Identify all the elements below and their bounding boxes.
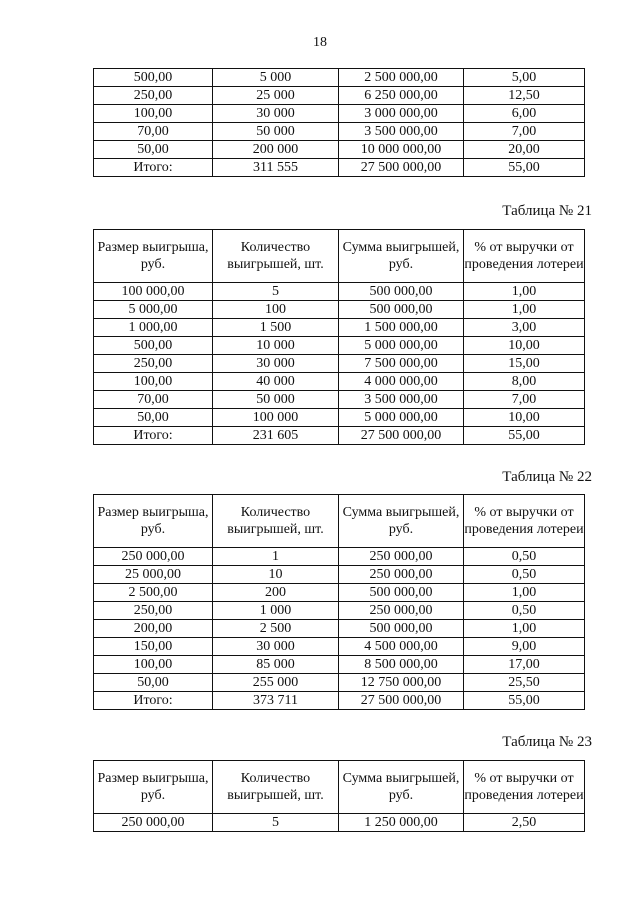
column-header: Размер выигрыша, руб.: [94, 495, 213, 548]
table-cell: 17,00: [464, 656, 585, 674]
table-cell: 5 000 000,00: [339, 337, 464, 355]
table-cell: 8 500 000,00: [339, 656, 464, 674]
column-header: % от выручки от проведения лотереи: [464, 495, 585, 548]
table-cell: 250,00: [94, 87, 213, 105]
table-cell: 5: [213, 283, 339, 301]
table-cell: 100: [213, 301, 339, 319]
table-22-caption: Таблица № 22: [502, 469, 592, 485]
table-cell: 7,00: [464, 123, 585, 141]
table-cell: 10,00: [464, 409, 585, 427]
table-cell: 1,00: [464, 620, 585, 638]
table-cell: Итого:: [94, 692, 213, 710]
table-cell: 1 000,00: [94, 319, 213, 337]
table-cell: 9,00: [464, 638, 585, 656]
table-row: [94, 301, 585, 319]
table-cell: 100 000: [213, 409, 339, 427]
table-cell: 250 000,00: [339, 548, 464, 566]
table-cell: 2,50: [464, 814, 585, 832]
table-cell: 30 000: [213, 638, 339, 656]
table-cell: 25 000: [213, 87, 339, 105]
table-cell: 30 000: [213, 355, 339, 373]
table-cell: 250 000,00: [94, 548, 213, 566]
table-body: [94, 814, 585, 832]
table-row: [94, 566, 585, 584]
table-row: [94, 391, 585, 409]
table-cell: 10 000 000,00: [339, 141, 464, 159]
table-header: [94, 761, 585, 814]
table-body: [94, 548, 585, 710]
table-cell: 200,00: [94, 620, 213, 638]
table-cell: 1,00: [464, 584, 585, 602]
table-cell: 1: [213, 548, 339, 566]
table-cell: 100 000,00: [94, 283, 213, 301]
table-row: [94, 373, 585, 391]
table-cell: 30 000: [213, 105, 339, 123]
table-row: [94, 141, 585, 159]
table-row: [94, 814, 585, 832]
table-row: [94, 105, 585, 123]
table-cell: 3 500 000,00: [339, 123, 464, 141]
table-cell: 27 500 000,00: [339, 692, 464, 710]
column-header: % от выручки от проведения лотереи: [464, 230, 585, 283]
table-cell: 50,00: [94, 674, 213, 692]
table-total-row: [94, 427, 585, 445]
column-header: Размер выигрыша, руб.: [94, 230, 213, 283]
table-21: [93, 229, 585, 445]
table-cell: 2 500,00: [94, 584, 213, 602]
table-cell: 25,50: [464, 674, 585, 692]
table-cell: 3 000 000,00: [339, 105, 464, 123]
table-cell: 25 000,00: [94, 566, 213, 584]
table-cell: 4 500 000,00: [339, 638, 464, 656]
table-row: [94, 283, 585, 301]
table-cell: 500,00: [94, 69, 213, 87]
table-cell: 231 605: [213, 427, 339, 445]
table-cell: 250 000,00: [339, 566, 464, 584]
table-cell: 500 000,00: [339, 283, 464, 301]
table-cell: 0,50: [464, 602, 585, 620]
table-cell: 3,00: [464, 319, 585, 337]
table-cell: 7,00: [464, 391, 585, 409]
table-cell: 6,00: [464, 105, 585, 123]
table-cell: 500,00: [94, 337, 213, 355]
table-cell: 4 000 000,00: [339, 373, 464, 391]
table-cell: 12 750 000,00: [339, 674, 464, 692]
table-row: [94, 337, 585, 355]
table-23: [93, 760, 585, 832]
table-cell: 1 000: [213, 602, 339, 620]
column-header: Размер выигрыша, руб.: [94, 761, 213, 814]
table-cell: 10: [213, 566, 339, 584]
table-cell: 55,00: [464, 159, 585, 177]
table-row: [94, 674, 585, 692]
column-header: Сумма выигрышей, руб.: [339, 495, 464, 548]
table-cell: 55,00: [464, 427, 585, 445]
table-cell: 2 500: [213, 620, 339, 638]
table-cell: 250,00: [94, 355, 213, 373]
table-cell: 500 000,00: [339, 301, 464, 319]
table-cell: Итого:: [94, 159, 213, 177]
table-cell: 8,00: [464, 373, 585, 391]
table-cell: 10 000: [213, 337, 339, 355]
table-cell: 311 555: [213, 159, 339, 177]
table-row: [94, 638, 585, 656]
table-cell: 500 000,00: [339, 584, 464, 602]
table-cell: 1,00: [464, 283, 585, 301]
column-header: Сумма выигрышей, руб.: [339, 230, 464, 283]
table-cell: 3 500 000,00: [339, 391, 464, 409]
table-cell: 5,00: [464, 69, 585, 87]
table-cell: 0,50: [464, 548, 585, 566]
table-cell: 1 500 000,00: [339, 319, 464, 337]
table-cell: 12,50: [464, 87, 585, 105]
table-cell: 50 000: [213, 391, 339, 409]
table-row: [94, 656, 585, 674]
table-body: [94, 283, 585, 445]
table-cell: 70,00: [94, 391, 213, 409]
table-cell: 50 000: [213, 123, 339, 141]
table-total-row: [94, 692, 585, 710]
table-21-caption: Таблица № 21: [502, 203, 592, 219]
table-row: [94, 355, 585, 373]
table-cell: 5 000 000,00: [339, 409, 464, 427]
table-23-caption: Таблица № 23: [502, 734, 592, 750]
table-cell: 100,00: [94, 105, 213, 123]
table-cell: 6 250 000,00: [339, 87, 464, 105]
table-cell: 100,00: [94, 656, 213, 674]
table-cell: Итого:: [94, 427, 213, 445]
table-cell: 7 500 000,00: [339, 355, 464, 373]
table-cell: 70,00: [94, 123, 213, 141]
table-header: [94, 495, 585, 548]
table-row: [94, 548, 585, 566]
table-row: [94, 69, 585, 87]
table-cell: 15,00: [464, 355, 585, 373]
table-body: [94, 69, 585, 177]
table-cell: 2 500 000,00: [339, 69, 464, 87]
table-cell: 150,00: [94, 638, 213, 656]
table-cell: 20,00: [464, 141, 585, 159]
table-cell: 1 500: [213, 319, 339, 337]
table-row: [94, 620, 585, 638]
table-header: [94, 230, 585, 283]
table-cell: 0,50: [464, 566, 585, 584]
table-row: [94, 319, 585, 337]
table-cell: 100,00: [94, 373, 213, 391]
table-cell: 50,00: [94, 409, 213, 427]
table-cell: 250,00: [94, 602, 213, 620]
table-20-continuation: [93, 68, 585, 177]
table-cell: 255 000: [213, 674, 339, 692]
table-cell: 50,00: [94, 141, 213, 159]
table-cell: 250 000,00: [339, 602, 464, 620]
table-cell: 85 000: [213, 656, 339, 674]
table-cell: 373 711: [213, 692, 339, 710]
column-header: Количество выигрышей, шт.: [213, 495, 339, 548]
table-cell: 1 250 000,00: [339, 814, 464, 832]
table-cell: 5 000: [213, 69, 339, 87]
table-22: [93, 494, 585, 710]
column-header: Сумма выигрышей, руб.: [339, 761, 464, 814]
table-cell: 200 000: [213, 141, 339, 159]
table-cell: 200: [213, 584, 339, 602]
table-row: [94, 87, 585, 105]
table-row: [94, 602, 585, 620]
table-cell: 27 500 000,00: [339, 159, 464, 177]
column-header: Количество выигрышей, шт.: [213, 230, 339, 283]
table-cell: 40 000: [213, 373, 339, 391]
table-total-row: [94, 159, 585, 177]
table-cell: 1,00: [464, 301, 585, 319]
column-header: % от выручки от проведения лотереи: [464, 761, 585, 814]
table-cell: 500 000,00: [339, 620, 464, 638]
column-header: Количество выигрышей, шт.: [213, 761, 339, 814]
table-cell: 5: [213, 814, 339, 832]
table-cell: 250 000,00: [94, 814, 213, 832]
page-number: 18: [313, 35, 327, 50]
table-row: [94, 409, 585, 427]
table-cell: 10,00: [464, 337, 585, 355]
table-cell: 5 000,00: [94, 301, 213, 319]
table-cell: 27 500 000,00: [339, 427, 464, 445]
table-cell: 55,00: [464, 692, 585, 710]
table-row: [94, 584, 585, 602]
table-row: [94, 123, 585, 141]
